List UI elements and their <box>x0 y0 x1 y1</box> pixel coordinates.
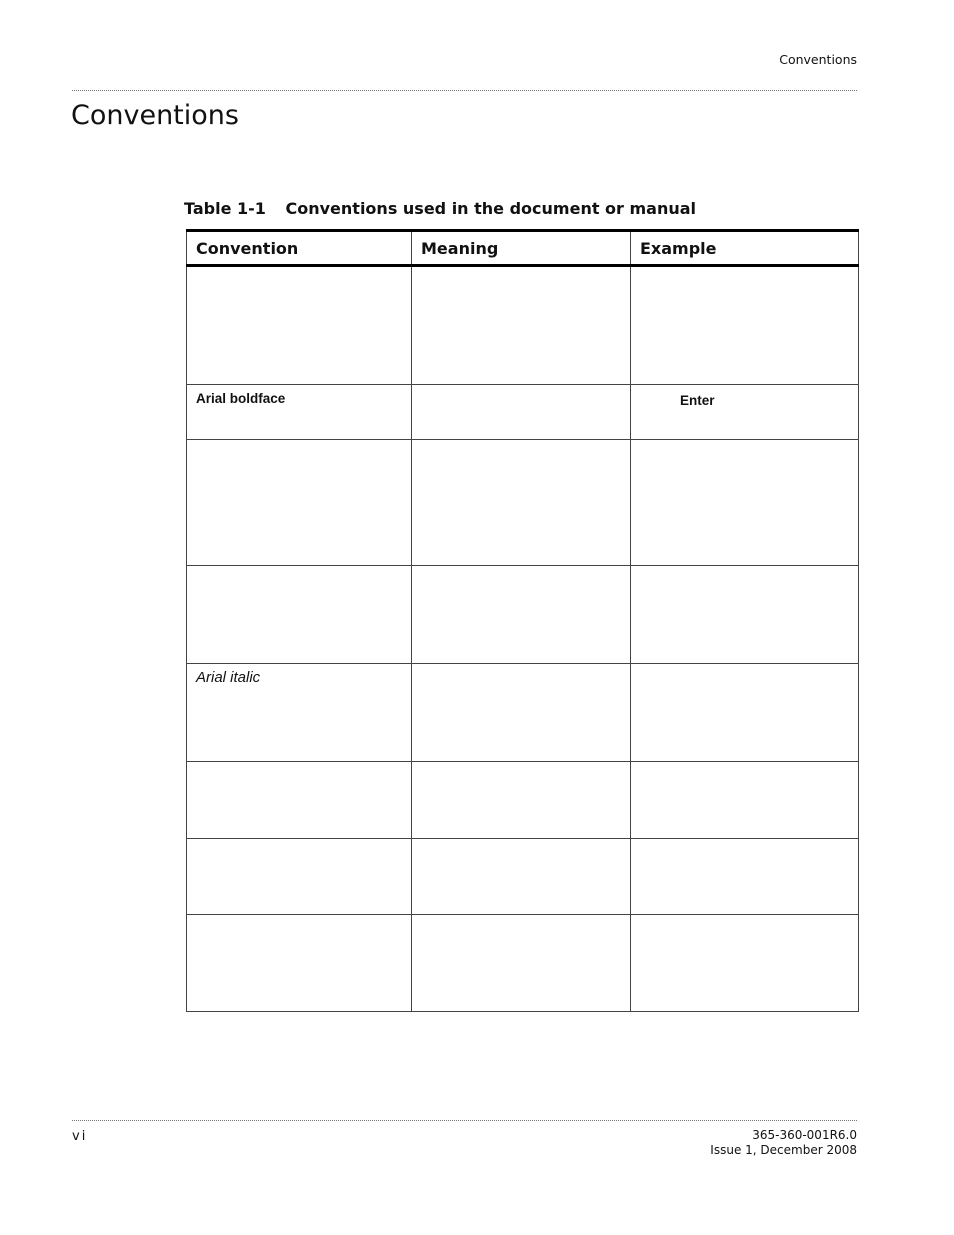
convention-cell <box>187 266 412 385</box>
example-cell <box>631 762 859 839</box>
meaning-cell <box>412 266 631 385</box>
convention-cell <box>187 839 412 915</box>
example-cell <box>631 664 859 762</box>
table-row <box>187 566 859 664</box>
header-divider <box>72 90 857 91</box>
meaning-cell <box>412 440 631 566</box>
page-title: Conventions <box>71 100 239 131</box>
table-row <box>187 266 859 385</box>
convention-cell <box>187 762 412 839</box>
convention-cell <box>187 385 412 440</box>
table-header-row <box>187 231 859 266</box>
footer-divider <box>72 1120 857 1121</box>
meaning-cell <box>412 664 631 762</box>
table-row <box>187 915 859 1012</box>
meaning-cell <box>412 566 631 664</box>
table-caption <box>184 199 696 218</box>
table-row <box>187 762 859 839</box>
table-row <box>187 440 859 566</box>
example-cell <box>631 385 859 440</box>
example-cell <box>631 915 859 1012</box>
page-number: vi <box>72 1129 88 1144</box>
doc-number: 365-360-001R6.0 <box>752 1128 857 1142</box>
conventions-table <box>186 229 859 1012</box>
example-cell <box>631 440 859 566</box>
convention-cell <box>187 566 412 664</box>
convention-text: Arial boldface <box>196 391 286 406</box>
meaning-cell <box>412 385 631 440</box>
column-header-meaning: Meaning <box>412 231 631 266</box>
example-cell <box>631 566 859 664</box>
meaning-cell <box>412 762 631 839</box>
column-header-convention: Convention <box>187 231 412 266</box>
example-cell <box>631 266 859 385</box>
table-caption-text: Conventions used in the document or manual <box>285 199 697 218</box>
table-number: Table 1-1 <box>184 199 266 218</box>
footer-doc-info <box>710 1128 857 1158</box>
example-text: Enter <box>680 393 715 408</box>
convention-cell <box>187 664 412 762</box>
meaning-cell <box>412 915 631 1012</box>
convention-text: Arial italic <box>196 669 261 686</box>
convention-cell <box>187 915 412 1012</box>
table-row <box>187 839 859 915</box>
example-cell <box>631 839 859 915</box>
running-header: Conventions <box>779 52 857 67</box>
table-row <box>187 385 859 440</box>
column-header-example: Example <box>631 231 859 266</box>
convention-cell <box>187 440 412 566</box>
issue-date: Issue 1, December 2008 <box>710 1143 857 1157</box>
meaning-cell <box>412 839 631 915</box>
table-row <box>187 664 859 762</box>
